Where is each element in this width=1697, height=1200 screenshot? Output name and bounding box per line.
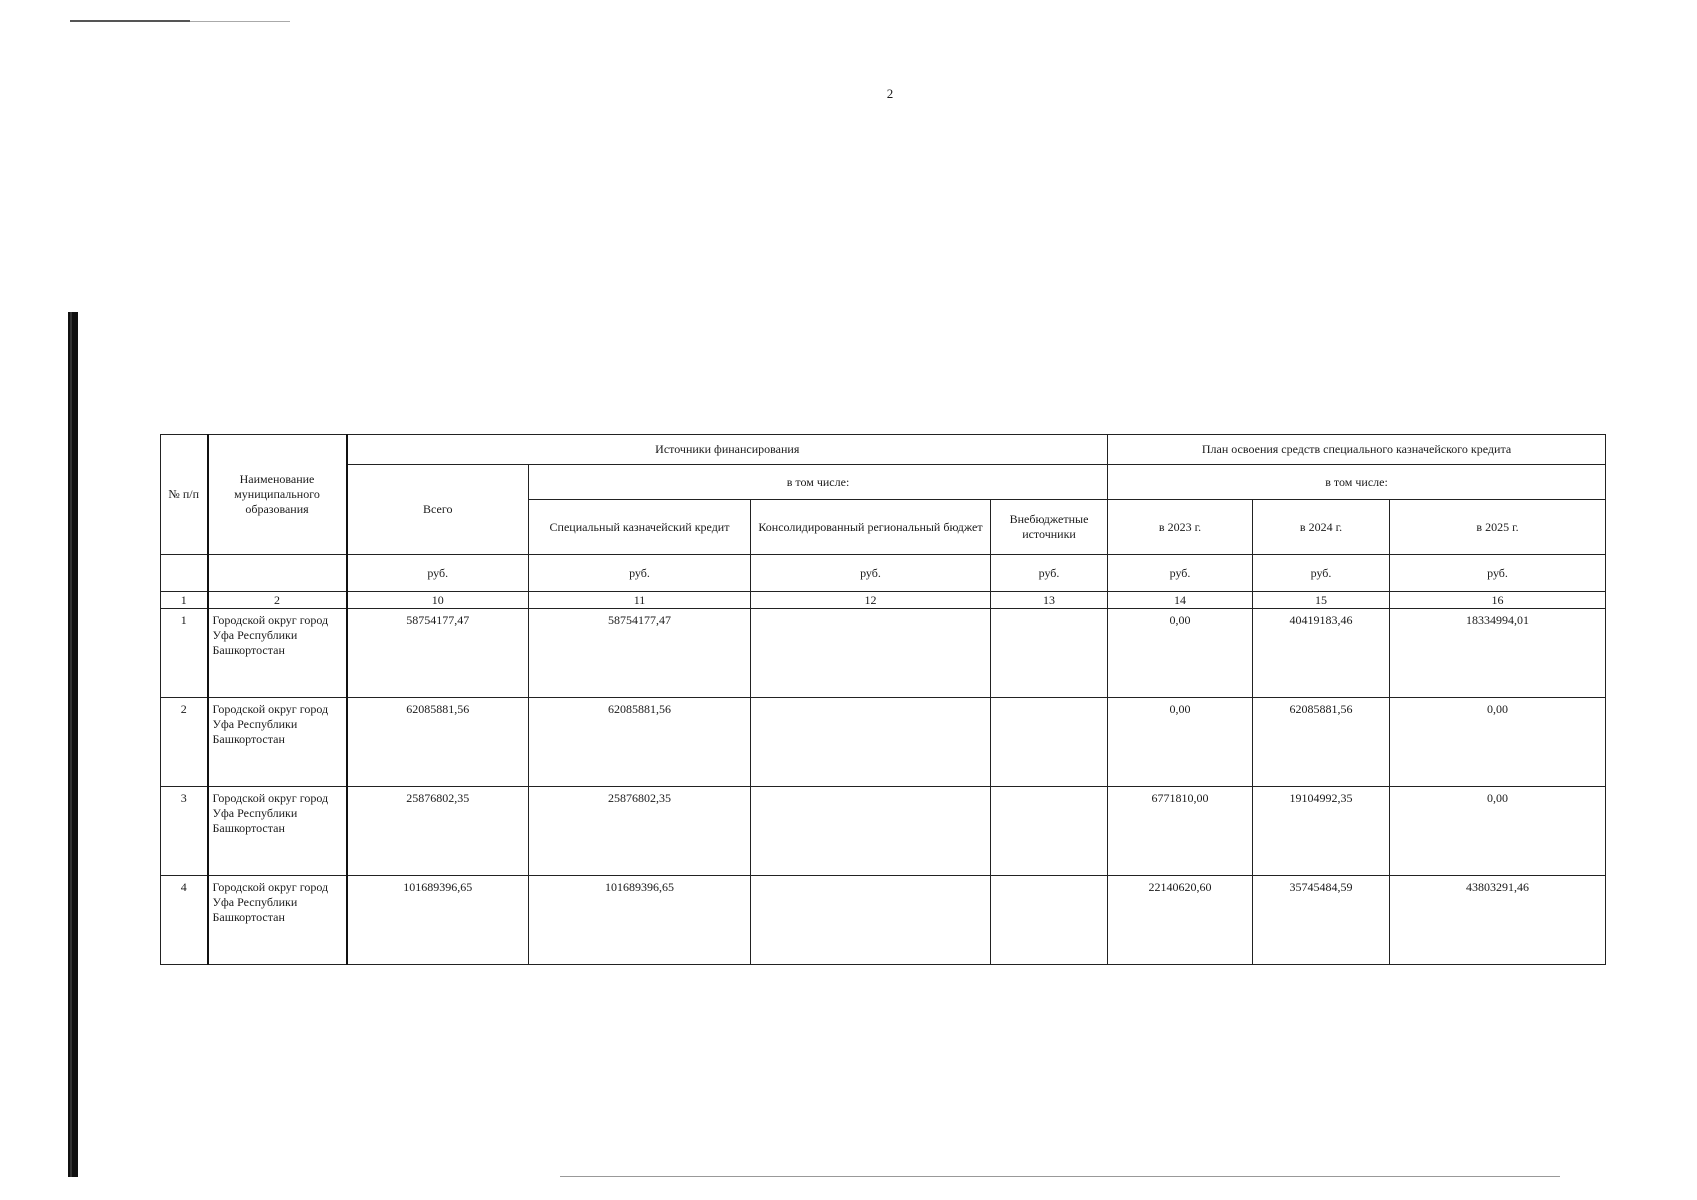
row-num: 2 (161, 698, 208, 787)
row-num: 3 (161, 787, 208, 876)
column-number: 1 (161, 592, 208, 609)
row-total: 25876802,35 (347, 787, 529, 876)
row-2024: 62085881,56 (1253, 698, 1390, 787)
column-number: 11 (529, 592, 751, 609)
scan-edge-line (70, 312, 72, 1177)
unit-cell: руб. (991, 555, 1108, 592)
header-total: Всего (347, 465, 529, 555)
unit-cell (208, 555, 347, 592)
scan-artifact-line (70, 20, 190, 22)
unit-cell (161, 555, 208, 592)
row-2023: 0,00 (1108, 698, 1253, 787)
scan-artifact-line (190, 21, 290, 22)
header-2024: в 2024 г. (1253, 500, 1390, 555)
unit-cell: руб. (529, 555, 751, 592)
row-2024: 19104992,35 (1253, 787, 1390, 876)
header-name: Наименование муниципального образования (208, 435, 347, 555)
column-number: 14 (1108, 592, 1253, 609)
row-name: Городской округ город Уфа Республики Башкортостан (208, 787, 347, 876)
header-plan: План освоения средств специального казначейского кредита (1108, 435, 1606, 465)
row-2023: 0,00 (1108, 609, 1253, 698)
row-special-credit: 62085881,56 (529, 698, 751, 787)
header-including: в том числе: (529, 465, 1108, 500)
column-number: 15 (1253, 592, 1390, 609)
column-number: 12 (751, 592, 991, 609)
row-consolidated-budget (751, 787, 991, 876)
column-numbers-row (161, 592, 1606, 609)
row-consolidated-budget (751, 698, 991, 787)
units-row (161, 555, 1606, 592)
row-special-credit: 58754177,47 (529, 609, 751, 698)
table-row (161, 698, 1606, 787)
row-extrabudgetary (991, 698, 1108, 787)
table-row (161, 876, 1606, 965)
row-num: 4 (161, 876, 208, 965)
row-extrabudgetary (991, 787, 1108, 876)
row-num: 1 (161, 609, 208, 698)
row-consolidated-budget (751, 609, 991, 698)
row-2024: 40419183,46 (1253, 609, 1390, 698)
row-2023: 6771810,00 (1108, 787, 1253, 876)
row-total: 62085881,56 (347, 698, 529, 787)
row-2025: 18334994,01 (1390, 609, 1606, 698)
header-sources: Источники финансирования (347, 435, 1108, 465)
column-number: 10 (347, 592, 529, 609)
column-number: 13 (991, 592, 1108, 609)
row-total: 101689396,65 (347, 876, 529, 965)
header-num: № п/п (161, 435, 208, 555)
header-plan-including: в том числе: (1108, 465, 1606, 500)
row-extrabudgetary (991, 609, 1108, 698)
unit-cell: руб. (751, 555, 991, 592)
header-2025: в 2025 г. (1390, 500, 1606, 555)
unit-cell: руб. (1253, 555, 1390, 592)
table-row (161, 787, 1606, 876)
row-special-credit: 25876802,35 (529, 787, 751, 876)
row-2024: 35745484,59 (1253, 876, 1390, 965)
scan-artifact-line (560, 1176, 1560, 1177)
row-total: 58754177,47 (347, 609, 529, 698)
row-2025: 43803291,46 (1390, 876, 1606, 965)
row-consolidated-budget (751, 876, 991, 965)
header-special-credit: Специальный казначейский кредит (529, 500, 751, 555)
row-2023: 22140620,60 (1108, 876, 1253, 965)
column-number: 2 (208, 592, 347, 609)
row-extrabudgetary (991, 876, 1108, 965)
header-extrabudgetary: Внебюджетные источники (991, 500, 1108, 555)
row-name: Городской округ город Уфа Республики Башкортостан (208, 876, 347, 965)
unit-cell: руб. (1390, 555, 1606, 592)
header-row-1 (161, 435, 1606, 465)
row-2025: 0,00 (1390, 787, 1606, 876)
row-name: Городской округ город Уфа Республики Башкортостан (208, 698, 347, 787)
header-2023: в 2023 г. (1108, 500, 1253, 555)
row-2025: 0,00 (1390, 698, 1606, 787)
row-special-credit: 101689396,65 (529, 876, 751, 965)
header-row-2 (161, 465, 1606, 500)
header-consolidated-budget: Консолидированный региональный бюджет (751, 500, 991, 555)
page-number: 2 (886, 86, 894, 101)
unit-cell: руб. (347, 555, 529, 592)
column-number: 16 (1390, 592, 1606, 609)
financing-table (160, 434, 1606, 965)
unit-cell: руб. (1108, 555, 1253, 592)
row-name: Городской округ город Уфа Республики Башкортостан (208, 609, 347, 698)
table-row (161, 609, 1606, 698)
